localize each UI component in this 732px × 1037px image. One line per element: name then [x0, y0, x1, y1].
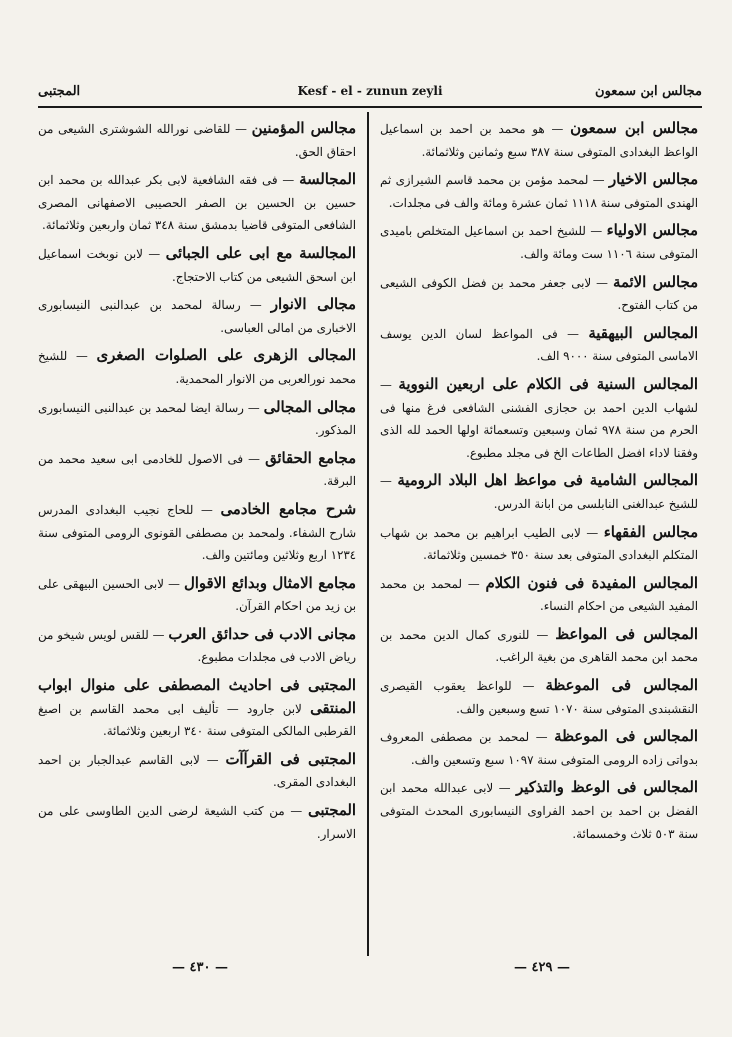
entry-heading: مجالس الاخيار: [608, 171, 698, 189]
entry-body: — للقاضى نورالله الشوشترى الشيعى من احقاق الحق.: [38, 122, 356, 159]
entry-body: — للشيخ احمد بن اسماعيل المتخلص بامیدی المتوفى سنة ١١٠٦ ست ومائة والف.: [380, 224, 698, 261]
entry-body: — لمحمد بن مصطفى المعروف بدواتى زاده الرومى المتوفى سنة ١٠٩٧ سبع وتسعين والف.: [380, 730, 698, 767]
header-right-title: مجالس ابن سمعون: [595, 84, 702, 99]
entry: [38, 749, 356, 794]
header-rule: [38, 106, 702, 108]
entry: [380, 726, 698, 771]
entry: [380, 374, 698, 464]
entry-heading: المجالسة مع ابى على الجبائى: [165, 244, 356, 262]
entry-heading: المجتبى: [308, 802, 356, 820]
entry-heading: مجالى المجالى: [263, 398, 356, 416]
entry-body: — للشيخ محمد نورالعربى من الانوار المحمدية.: [38, 349, 356, 386]
entry-body: — لابى القاسم عبدالجبار بن احمد البغدادى المقرى.: [38, 752, 356, 790]
entry: [380, 522, 698, 567]
entry: [38, 800, 356, 845]
entry: [380, 624, 698, 669]
header-left-title: المجتبى: [38, 84, 81, 99]
entry-heading: شرح مجامع الخادمى: [220, 500, 356, 518]
entry: [380, 470, 698, 515]
entry-body: — لابى جعفر محمد بن فضل الكوفى الشيعى من كتاب الفتوح.: [380, 275, 698, 313]
entry-body: — للقس لويس شيخو من رياض الادب فى مجلدات مطبوع.: [38, 627, 356, 665]
entry: [380, 323, 698, 368]
entry: [38, 499, 356, 567]
column-divider: [367, 112, 369, 956]
entry-heading: المجتبى فى احاديث المصطفى على منوال ابواب المنتقى: [38, 677, 356, 717]
entry-body: — لمحمد بن محمد المفيد الشيعى من احكام النساء.: [380, 576, 698, 614]
entry-heading: مجالس المؤمنين: [251, 120, 356, 137]
entry: [380, 272, 698, 317]
entry: [38, 169, 356, 237]
entry-heading: المجالس فى الموعظة: [554, 728, 698, 746]
entry-body: — من كتب الشيعة لرضى الدين الطاوسى على من الاسرار.: [38, 804, 356, 841]
entry-heading: مجامع الامثال وبدائع الاقوال: [184, 574, 356, 592]
entry: [380, 220, 698, 265]
entry-body: — لابى الحسين البيهقى على بن زيد من احكام القرآن.: [38, 576, 356, 614]
entry-body: — هو محمد بن احمد بن اسماعيل الواعظ البغدادى المتوفى سنة ٣٨٧ سبع وثمانين وثلاثمائة.: [380, 122, 698, 159]
page-number-right: — ٤٢٩ —: [513, 960, 570, 975]
entry-body: — للشيخ عبدالغنى النابلسى من ابانة الدرس.: [380, 474, 698, 511]
entry: [38, 448, 356, 493]
entry-body: — لابى الطيب ابراهيم بن محمد بن شهاب المتكلم البغدادى المتوفى بعد سنة ٣٥٠ خمسين وثلاثمائة.: [380, 525, 698, 563]
entry-heading: المجالسة: [299, 171, 356, 189]
right-column: [380, 118, 698, 948]
entry-body: — لشهاب الدين احمد بن حجازى الفشنى الشافعى فرغ منها فى الحرم من سنة ٩٧٨ ثمان وسبعين وتسعمائة اولها الحمد لله الذى وفقنا لاداء افضل الطاعات الخ فى مجلد مطبوع.: [380, 377, 698, 460]
entry-body: — رسالة ايضا لمحمد بن عبدالنبى النيسابورى المذكور.: [38, 400, 356, 438]
entry-heading: المجالى الزهرى على الصلوات الصغرى: [96, 347, 356, 365]
entry: [38, 345, 356, 390]
entry-body: — للنورى كمال الدين محمد بن محمد ابن محمد القاهرى من بغية الراغب.: [380, 627, 698, 665]
entry: [380, 777, 698, 845]
entry-body: — لابن نوبخت اسماعيل ابن اسحق الشيعى من كتاب الاحتجاج.: [38, 246, 356, 284]
entry-heading: المجالس فى الوعظ والتذكير: [516, 779, 698, 797]
page-number-left: — ٤٣٠ —: [171, 960, 228, 975]
entry-body: — لابى عبدالله محمد ابن الفضل بن احمد بن احمد الفراوى النيسابورى المحدث المتوفى سنة ٥٠٣ ثلاث وخمسمائة.: [380, 781, 698, 841]
entry-body: — فى المواعظ لسان الدين يوسف الاماسى المتوفى سنة ٩٠٠٠ الف.: [380, 326, 698, 364]
entry: [38, 294, 356, 339]
entry: [38, 243, 356, 288]
entry-heading: مجالس ابن سمعون: [570, 120, 698, 137]
entry-heading: المجالس الشامية فى مواعظ اهل البلاد الرومية: [397, 472, 698, 490]
entry: [380, 675, 698, 720]
entry: [38, 397, 356, 442]
running-header: [38, 82, 702, 104]
entry-heading: مجالس الاولياء: [606, 222, 698, 240]
entry-heading: مجالس الائمة: [613, 273, 698, 291]
left-column: [38, 118, 356, 948]
entry-heading: مجامع الحقائق: [265, 449, 356, 467]
entry-heading: مجالس الفقهاء: [603, 523, 698, 541]
entry: [38, 675, 356, 743]
entry-heading: المجالس فى المواعظ: [555, 625, 698, 643]
entry-body: — لمحمد مؤمن بن محمد قاسم الشيرازى ثم الهندى المتوفى سنة ١١١٨ ثمان عشرة ومائة والف فى مجلدات.: [380, 173, 698, 210]
entry-heading: المجالس المفيدة فى فنون الكلام: [485, 574, 698, 592]
entry-body: — رسالة لمحمد بن عبدالنبى النيسابورى الاخبارى من امالى العباسى.: [38, 298, 356, 335]
entry: [380, 118, 698, 163]
entry: [380, 573, 698, 618]
entry-body: — للواعظ يعقوب القيصرى النقشبندى المتوفى سنة ١٠٧٠ تسع وسبعين والف.: [380, 679, 698, 716]
entry: [380, 169, 698, 214]
entry-heading: مجالى الانوار: [270, 296, 356, 314]
entry-heading: المجالس فى الموعظة: [545, 677, 698, 695]
entry: [38, 624, 356, 669]
entry-body: — فى فقه الشافعية لابى بكر عبدالله بن محمد ابن حسين بن الحسين بن الصفر الحصيبى الاصفهانى المصرى الشافعى المتوفى قاضيا بدمشق سنة ٣٤٨ ثمان واربعين وثلاثمائة.: [38, 173, 356, 233]
entry-heading: المجتبى فى القرآآت: [225, 750, 356, 768]
entry-heading: مجانى الادب فى حدائق العرب: [168, 625, 356, 643]
entry-body: — للحاج نجيب البغدادى المدرس شارح الشفاء. ولمحمد بن مصطفى القونوى الرومى المتوفى سنة ١٢٣٤ اربع وثلاثين ومائتين والف.: [38, 502, 356, 563]
entry: [38, 118, 356, 163]
entry: [38, 573, 356, 618]
entry-heading: المجالس السنية فى الكلام على اربعين النووية: [398, 375, 698, 393]
entry-body: — فى الاصول للخادمى ابى سعيد محمد من البرقة.: [38, 451, 356, 489]
header-center-title: Kesf - el - zunun zeyli: [297, 84, 443, 98]
entry-body: لابن جارود — تأليف ابى محمد القاسم بن اصبغ القرطبى المالكى المتوفى سنة ٣٤٠ اربعين وثلاثمائة.: [38, 701, 356, 739]
entry-heading: المجالس البيهقية: [588, 324, 698, 342]
